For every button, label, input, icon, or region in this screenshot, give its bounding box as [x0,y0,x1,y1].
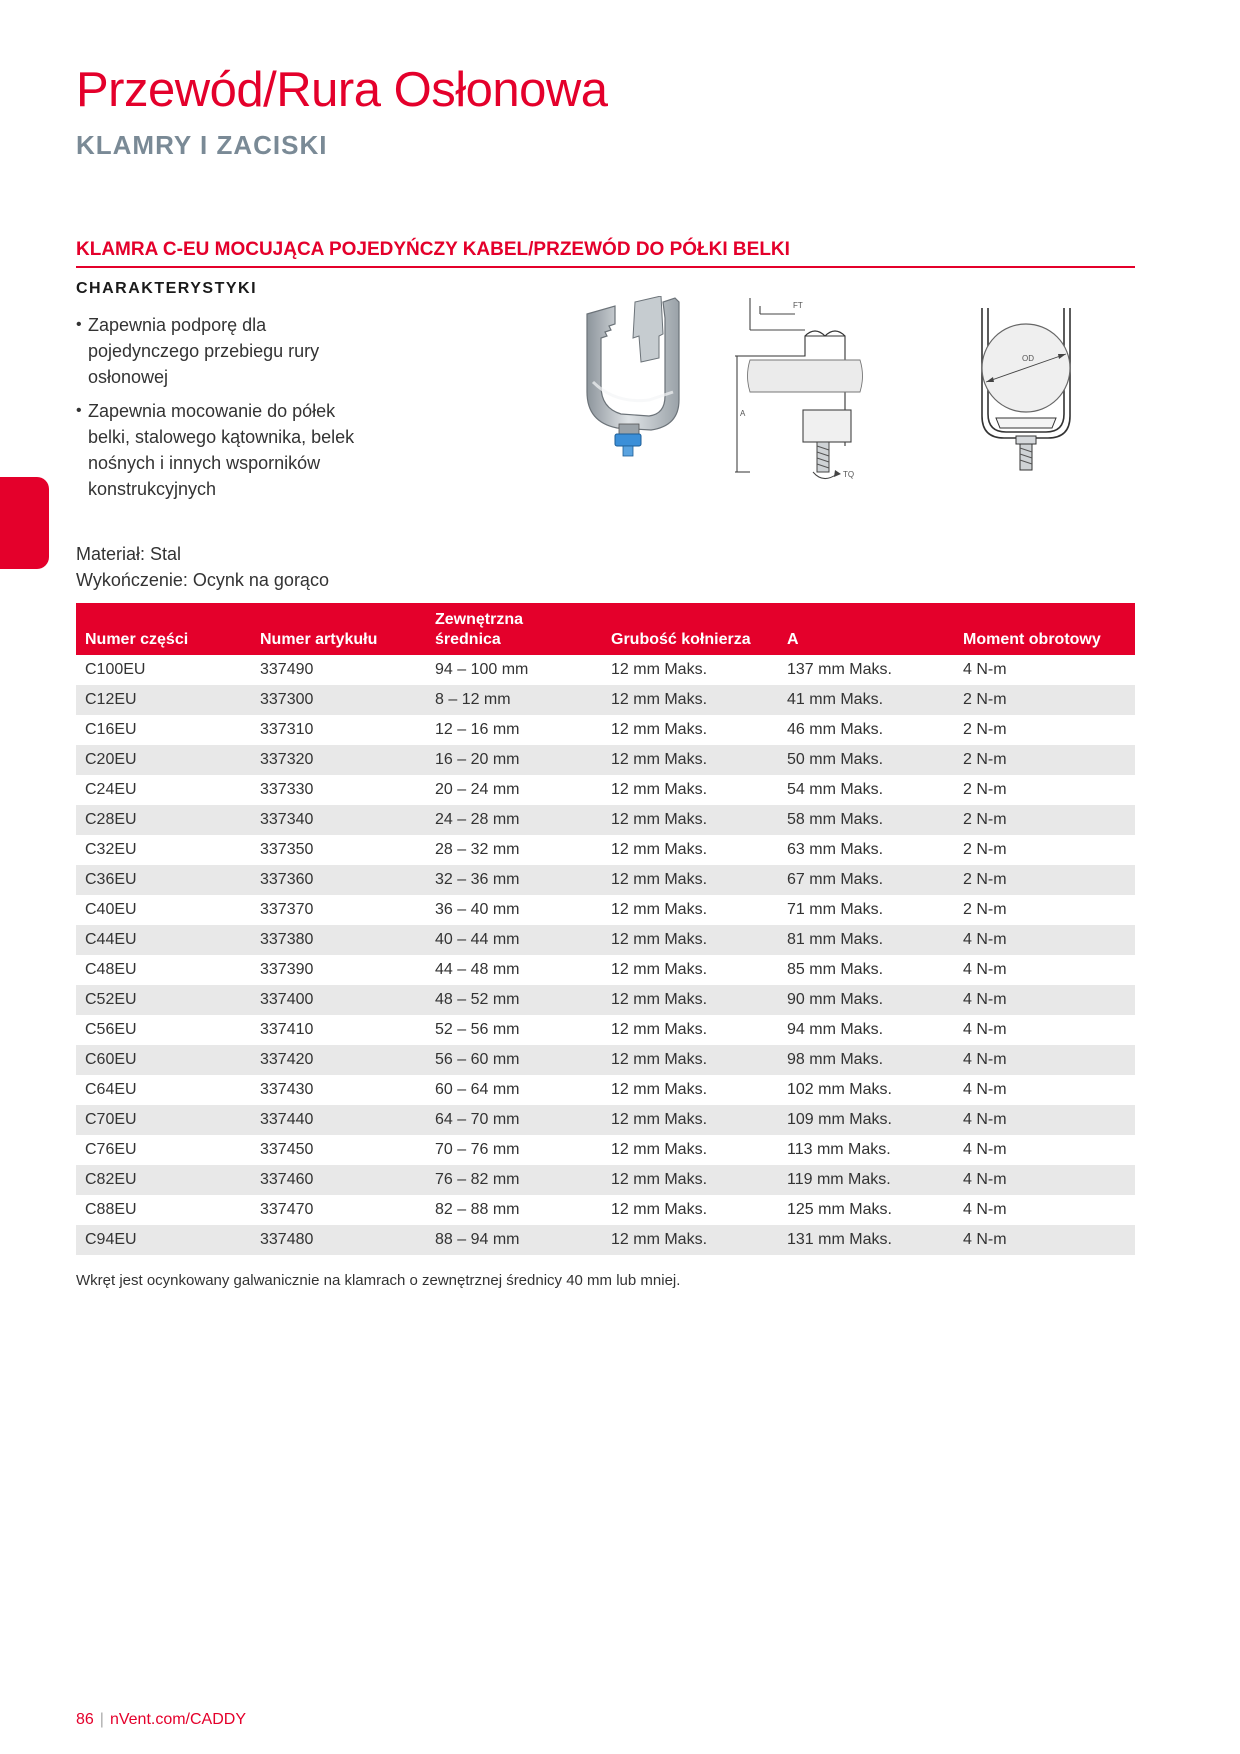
table-row [76,775,1135,805]
table-cell: 36 – 40 mm [435,901,520,918]
table-cell: 2 N-m [963,721,1007,738]
table-cell: 40 – 44 mm [426,925,602,955]
table-row [76,1195,1135,1225]
table-cell: 76 – 82 mm [426,1165,602,1195]
table-cell: 337350 [260,841,314,858]
table-cell: C20EU [76,745,251,775]
table-row [76,745,1135,775]
table-cell: 12 mm Maks. [611,901,708,918]
table-cell: C56EU [85,1021,137,1038]
table-cell: 113 mm Maks. [787,1141,891,1158]
table-footnote: Wkręt jest ocynkowany galwanicznie na klamrach o zewnętrznej średnicy 40 mm lub mniej. [76,1272,681,1289]
table-cell: 20 – 24 mm [435,781,520,798]
table-cell: 4 N-m [954,1165,1135,1195]
page-footer [76,1711,246,1729]
table-row [76,1075,1135,1105]
table-cell: 12 mm Maks. [602,865,778,895]
table-cell: 48 – 52 mm [426,985,602,1015]
page-subtitle: KLAMRY I ZACISKI [76,130,328,160]
material-line: Materiał: Stal [76,544,182,564]
table-cell: 2 N-m [954,685,1135,715]
table-cell: 109 mm Maks. [778,1105,954,1135]
table-cell: 71 mm Maks. [787,901,884,918]
tq-label: TQ [843,470,855,479]
page-title: Przewód/Rura Osłonowa [76,63,608,117]
table-cell: C28EU [76,805,251,835]
page-number: 86 [76,1711,94,1728]
table-cell: 98 mm Maks. [778,1045,954,1075]
table-cell: C94EU [76,1225,251,1255]
table-cell: C70EU [76,1105,251,1135]
table-cell: 337430 [260,1081,314,1098]
table-cell: 337340 [251,805,426,835]
table-cell: C60EU [76,1045,251,1075]
section-tab-marker [0,477,49,569]
table-cell: 337420 [251,1045,426,1075]
table-cell: 94 mm Maks. [787,1021,884,1038]
col-header: Numer części [76,603,251,655]
table-row [76,1135,1135,1165]
table-cell: C12EU [76,685,251,715]
table-cell: C82EU [76,1165,251,1195]
table-row [76,685,1135,715]
table-cell: 4 N-m [963,1141,1007,1158]
table-cell: 4 N-m [954,1225,1135,1255]
table-cell: C88EU [85,1201,137,1218]
table-cell: 12 mm Maks. [602,1165,778,1195]
table-cell: 4 N-m [963,961,1007,978]
col-header: A [778,603,954,655]
table-cell: 2 N-m [963,781,1007,798]
table-cell: 12 mm Maks. [611,781,708,798]
table-cell: 337410 [260,1021,314,1038]
table-cell: 2 N-m [963,841,1007,858]
table-row [76,955,1135,985]
a-label: A [740,409,746,418]
table-cell: 12 mm Maks. [602,685,778,715]
features-title: CHARAKTERYSTYKI [76,280,258,297]
table-cell: 2 N-m [954,865,1135,895]
table-cell: 64 – 70 mm [426,1105,602,1135]
table-cell: C52EU [76,985,251,1015]
table-cell: 4 N-m [954,1105,1135,1135]
table-cell: 16 – 20 mm [426,745,602,775]
table-row [76,715,1135,745]
table-cell: 2 N-m [954,805,1135,835]
table-row [76,1105,1135,1135]
table-cell: 337360 [251,865,426,895]
table-cell: 102 mm Maks. [787,1081,892,1098]
table-cell: 90 mm Maks. [778,985,954,1015]
table-row [76,895,1135,925]
table-cell: 2 N-m [954,745,1135,775]
table-cell: C32EU [85,841,137,858]
table-cell: 12 mm Maks. [611,961,708,978]
table-cell: 12 mm Maks. [602,1225,778,1255]
table-cell: 58 mm Maks. [778,805,954,835]
table-cell: 88 – 94 mm [426,1225,602,1255]
table-row [76,1165,1135,1195]
table-cell: 337440 [251,1105,426,1135]
col-header: Numer artykułu [251,603,426,655]
table-cell: 46 mm Maks. [787,721,884,738]
table-row [76,985,1135,1015]
od-label: OD [1022,354,1034,363]
table-cell: 337480 [251,1225,426,1255]
table-cell: 85 mm Maks. [787,961,884,978]
feature-item: • Zapewnia podporę dla pojedynczego przebiegu rury osłonowej [76,312,376,390]
table-cell: 12 mm Maks. [602,1105,778,1135]
table-cell: C16EU [85,721,137,738]
table-cell: 337490 [260,661,314,678]
col-header: Zewnętrzna średnica [426,603,602,655]
table-cell: C40EU [85,901,137,918]
table-cell: 4 N-m [963,661,1007,678]
table-cell: 81 mm Maks. [778,925,954,955]
table-cell: 337470 [260,1201,314,1218]
clamp-front-diagram [960,306,1090,476]
feature-item: • Zapewnia mocowanie do półek belki, stalowego kątownika, belek nośnych i innych wsporników konstrukcyjnych [76,398,376,502]
table-cell: 337330 [260,781,314,798]
table-cell: 4 N-m [963,1081,1007,1098]
table-row [76,805,1135,835]
table-cell: 67 mm Maks. [778,865,954,895]
table-cell: 82 – 88 mm [435,1201,520,1218]
table-row [76,1015,1135,1045]
table-cell: 44 – 48 mm [435,961,520,978]
table-cell: 337380 [251,925,426,955]
table-cell: 12 mm Maks. [611,721,708,738]
table-cell: 94 – 100 mm [435,661,529,678]
footer-url: nVent.com/CADDY [109,1711,247,1728]
table-cell: 24 – 28 mm [426,805,602,835]
table-cell: 337300 [251,685,426,715]
table-cell: C44EU [76,925,251,955]
table-cell: 12 mm Maks. [611,1201,708,1218]
table-cell: 63 mm Maks. [787,841,884,858]
col-header: Grubość kołnierza [602,603,778,655]
table-cell: C64EU [85,1081,137,1098]
table-cell: 28 – 32 mm [435,841,520,858]
material-info [76,541,329,593]
table-cell: C76EU [85,1141,137,1158]
table-cell: 4 N-m [954,925,1135,955]
table-row [76,1225,1135,1255]
table-cell: 50 mm Maks. [778,745,954,775]
table-cell: 337390 [260,961,314,978]
table-cell: 337450 [260,1141,314,1158]
table-cell: 337400 [251,985,426,1015]
finish-line: Wykończenie: Ocynk na gorąco [76,570,329,590]
table-row [76,865,1135,895]
table-cell: 52 – 56 mm [435,1021,520,1038]
clamp-side-diagram [735,296,865,481]
ft-label: FT [793,301,803,310]
table-cell: 56 – 60 mm [426,1045,602,1075]
table-cell: 12 mm Maks. [602,925,778,955]
table-cell: 2 N-m [963,901,1007,918]
table-cell: 4 N-m [963,1021,1007,1038]
product-heading: KLAMRA C-EU MOCUJĄCA POJEDYŃCZY KABEL/PRZEWÓD DO PÓŁKI BELKI [76,239,1135,268]
table-row [76,655,1135,685]
spec-table [76,603,1135,1255]
table-cell: 337460 [251,1165,426,1195]
table-cell: 4 N-m [954,985,1135,1015]
clamp-photo-image [575,296,695,461]
table-row [76,925,1135,955]
table-cell: 337370 [260,901,314,918]
table-cell: 125 mm Maks. [787,1201,892,1218]
features-list [76,312,376,510]
table-row [76,835,1135,865]
col-header: Moment obrotowy [954,603,1135,655]
table-cell: 137 mm Maks. [787,661,892,678]
table-cell: 32 – 36 mm [426,865,602,895]
table-cell: 12 mm Maks. [602,1045,778,1075]
table-cell: 12 mm Maks. [611,1081,708,1098]
table-cell: 4 N-m [954,1045,1135,1075]
table-cell: C24EU [85,781,137,798]
table-row [76,1045,1135,1075]
footer-separator: | [99,1711,104,1728]
table-cell: 12 mm Maks. [611,661,708,678]
table-cell: 41 mm Maks. [778,685,954,715]
table-cell: 12 mm Maks. [611,841,708,858]
table-cell: C100EU [85,661,146,678]
table-cell: 12 mm Maks. [602,745,778,775]
table-cell: 12 mm Maks. [611,1141,708,1158]
table-cell: 8 – 12 mm [426,685,602,715]
table-cell: C48EU [85,961,137,978]
table-cell: 337310 [260,721,314,738]
table-cell: 54 mm Maks. [787,781,884,798]
table-cell: 4 N-m [963,1201,1007,1218]
table-cell: 131 mm Maks. [778,1225,954,1255]
table-cell: 337320 [251,745,426,775]
table-header-row [76,603,1135,655]
table-cell: 119 mm Maks. [778,1165,954,1195]
table-cell: 12 mm Maks. [602,985,778,1015]
table-cell: 60 – 64 mm [435,1081,520,1098]
table-cell: 12 mm Maks. [611,1021,708,1038]
table-cell: 12 – 16 mm [435,721,520,738]
table-cell: C36EU [76,865,251,895]
table-cell: 12 mm Maks. [602,805,778,835]
table-cell: 70 – 76 mm [435,1141,520,1158]
